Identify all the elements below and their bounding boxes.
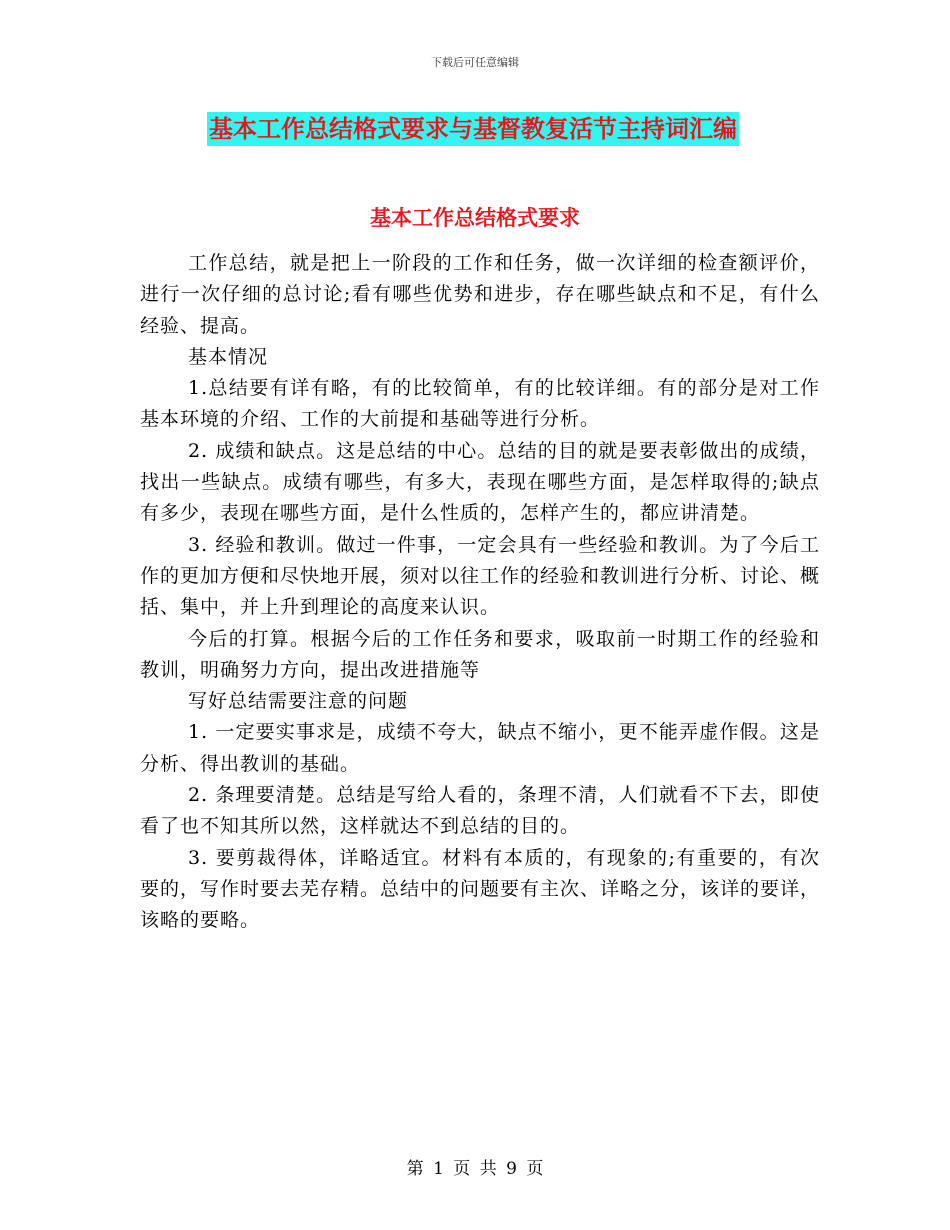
paragraph-item-3: 3. 经验和教训。做过一件事，一定会具有一些经验和教训。为了今后工作的更加方便和尽快地开展，须对以往工作的经验和教训进行分析、讨论、概括、集中，并上升到理论的高度来认识。 [140, 533, 821, 619]
paragraph-note-2: 2. 条理要清楚。总结是写给人看的，条理不清，人们就看不下去，即使看了也不知其所以然，这样就达不到总结的目的。 [140, 784, 820, 838]
page-number: 第 1 页 共 9 页 [406, 1159, 544, 1179]
paragraph-item-2: 2. 成绩和缺点。这是总结的中心。总结的目的就是要表彰做出的成绩，找出一些缺点。成绩有哪些，有多大，表现在哪些方面，是怎样取得的;缺点有多少，表现在哪些方面，是什么性质的，怎样产生的，都应讲清楚。 [140, 439, 820, 525]
document-body [140, 248, 820, 937]
paragraph-future-plan: 今后的打算。根据今后的工作任务和要求，吸取前一时期工作的经验和教训，明确努力方向，提出改进措施等 [140, 627, 820, 681]
section-title: 基本工作总结格式要求 [370, 205, 580, 230]
heading-notes: 写好总结需要注意的问题 [188, 690, 409, 713]
header-note: 下载后可任意编辑 [431, 56, 519, 69]
paragraph-note-3: 3. 要剪裁得体，详略适宜。材料有本质的，有现象的;有重要的，有次要的，写作时要去芜存精。总结中的问题要有主次、详略之分，该详的要详，该略的要略。 [140, 846, 821, 932]
paragraph-intro: 工作总结，就是把上一阶段的工作和任务，做一次详细的检查额评价，进行一次仔细的总讨论;看有哪些优势和进步，存在哪些缺点和不足，有什么经验、提高。 [140, 252, 820, 337]
paragraph-note-1: 1. 一定要实事求是，成绩不夸大，缺点不缩小，更不能弄虚作假。这是分析、得出教训的基础。 [140, 721, 820, 775]
paragraph-item-1: 1.总结要有详有略，有的比较简单，有的比较详细。有的部分是对工作基本环境的介绍、工作的大前提和基础等进行分析。 [140, 377, 820, 431]
document-title: 基本工作总结格式要求与基督教复活节主持词汇编 [207, 112, 739, 146]
heading-basic-situation: 基本情况 [188, 345, 269, 368]
